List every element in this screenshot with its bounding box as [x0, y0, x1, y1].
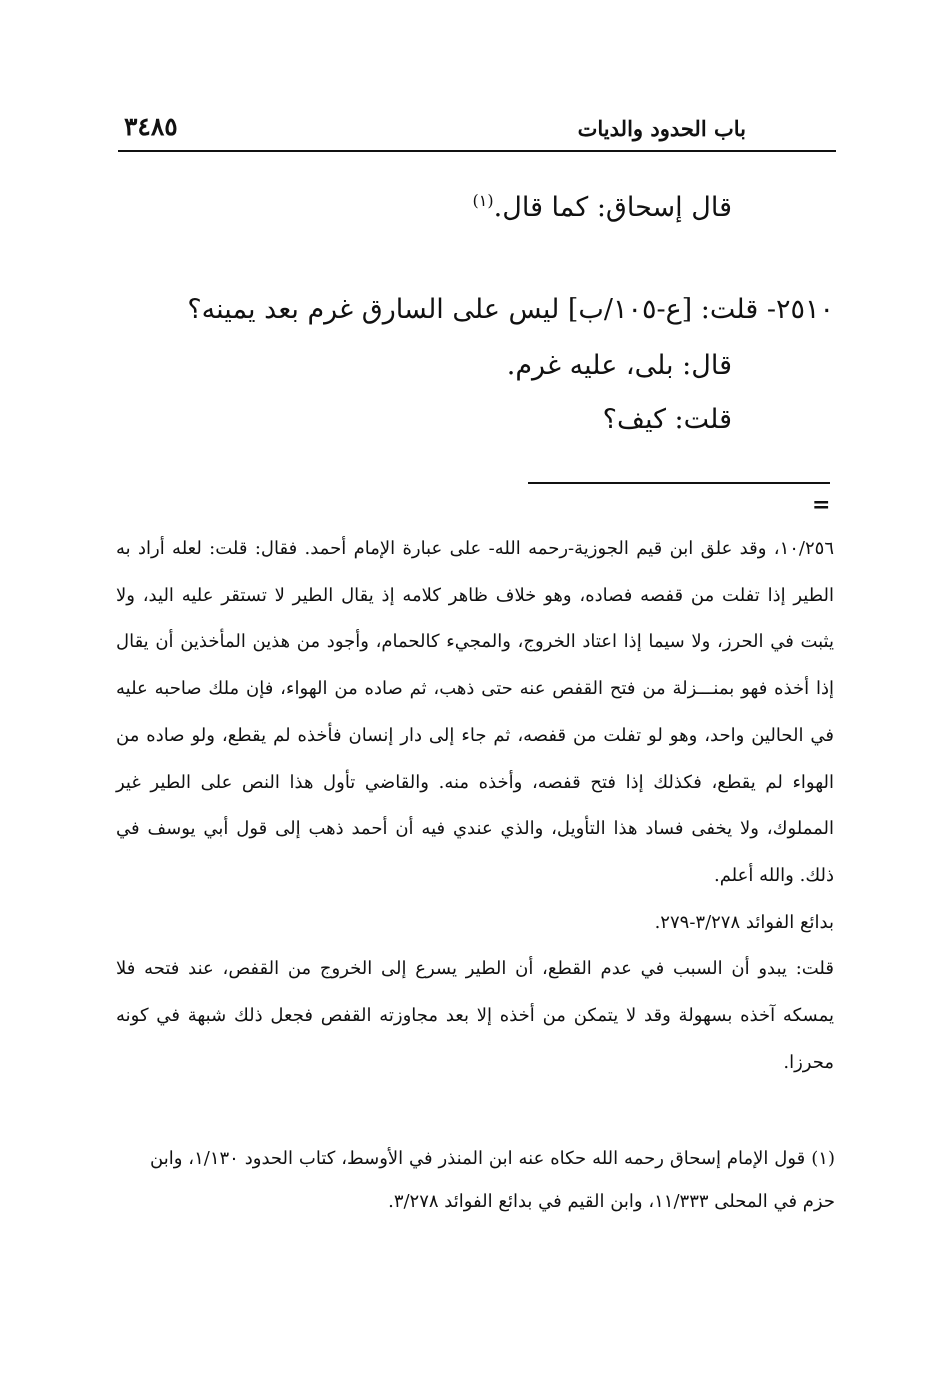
ishaq-statement-text: قال إسحاق: كما قال.: [493, 192, 732, 223]
question-how: قلت: كيف؟: [602, 404, 732, 435]
editor-comment: قلت: يبدو أن السبب في عدم القطع، أن الطير يسرع إلى الخروج من القفص، عند فتحه فلا يمسكه آخذه بسهولة وقد لا يتمكن من أخذه إلا بعد مجاوزته القفص فجعل ذلك شبهة في كونه محرزا.: [116, 958, 834, 1073]
footnote-text: قول الإمام إسحاق رحمه الله حكاه عنه ابن المنذر في الأوسط، كتاب الحدود ١/١٣٠، وابن حزم في المحلى ١١/٣٣٣، وابن القيم في بدائع الفوائد ٣/٢٧٨.: [150, 1148, 835, 1212]
page-number: ٣٤٨٥: [124, 112, 178, 141]
question-2510: [187, 294, 834, 325]
question-text: قلت: [ع-١٠٥/ب] ليس على السارق غرم بعد يمينه؟: [187, 294, 759, 325]
running-header: [118, 108, 836, 152]
continued-note: [116, 526, 834, 1086]
footnote-1: [150, 1137, 835, 1223]
question-number: ٢٥١٠-: [766, 294, 834, 325]
ishaq-statement: [473, 191, 732, 223]
chapter-title: باب الحدود والديات: [577, 116, 746, 141]
footnote-reference: (١): [472, 191, 494, 210]
ibn-qayyim-quote: ١٠/٢٥٦، وقد علق ابن قيم الجوزية-رحمه الله- على عبارة الإمام أحمد. فقال: قلت: لعله أراد به الطير إذا تفلت من قفصه فصاده، وهو خلاف ظاهر كلامه إذ يقال الطير لا تستقر عليه اليد، ولا يثبت في الحرز، ولا سيما إذا اعتاد الخروج، والمجيء كالحمام، وأجود من هذين المأخذين أن يقال إذا أخذه فهو بمنـــزلة من فتح القفص عنه حتى ذهب، ثم صاده من الهواء، فإن ملك صاحبه عليه في الحالين واحد، وهو لو تفلت من قفصه، ثم جاء إلى دار إنسان فأخذه لم يقطع، ولو صاده من الهواء لم يقطع، فكذلك إذا فتح قفصه، وأخذه منه. والقاضي تأول هذا النص على الطير غير المملوك، ولا يخفى فساد هذا التأويل، والذي عندي فيه أن أحمد ذهب إلى قول أبي يوسف في ذلك. والله أعلم.: [116, 538, 835, 886]
footnote-mark: (١): [811, 1148, 835, 1169]
continuation-mark: =: [812, 492, 831, 518]
footnote-separator: [528, 482, 830, 484]
quote-source: بدائع الفوائد ٣/٢٧٨-٢٧٩.: [654, 911, 834, 933]
footnotes: [150, 1137, 835, 1223]
answer-line: قال: بلى، عليه غرم.: [506, 350, 732, 381]
